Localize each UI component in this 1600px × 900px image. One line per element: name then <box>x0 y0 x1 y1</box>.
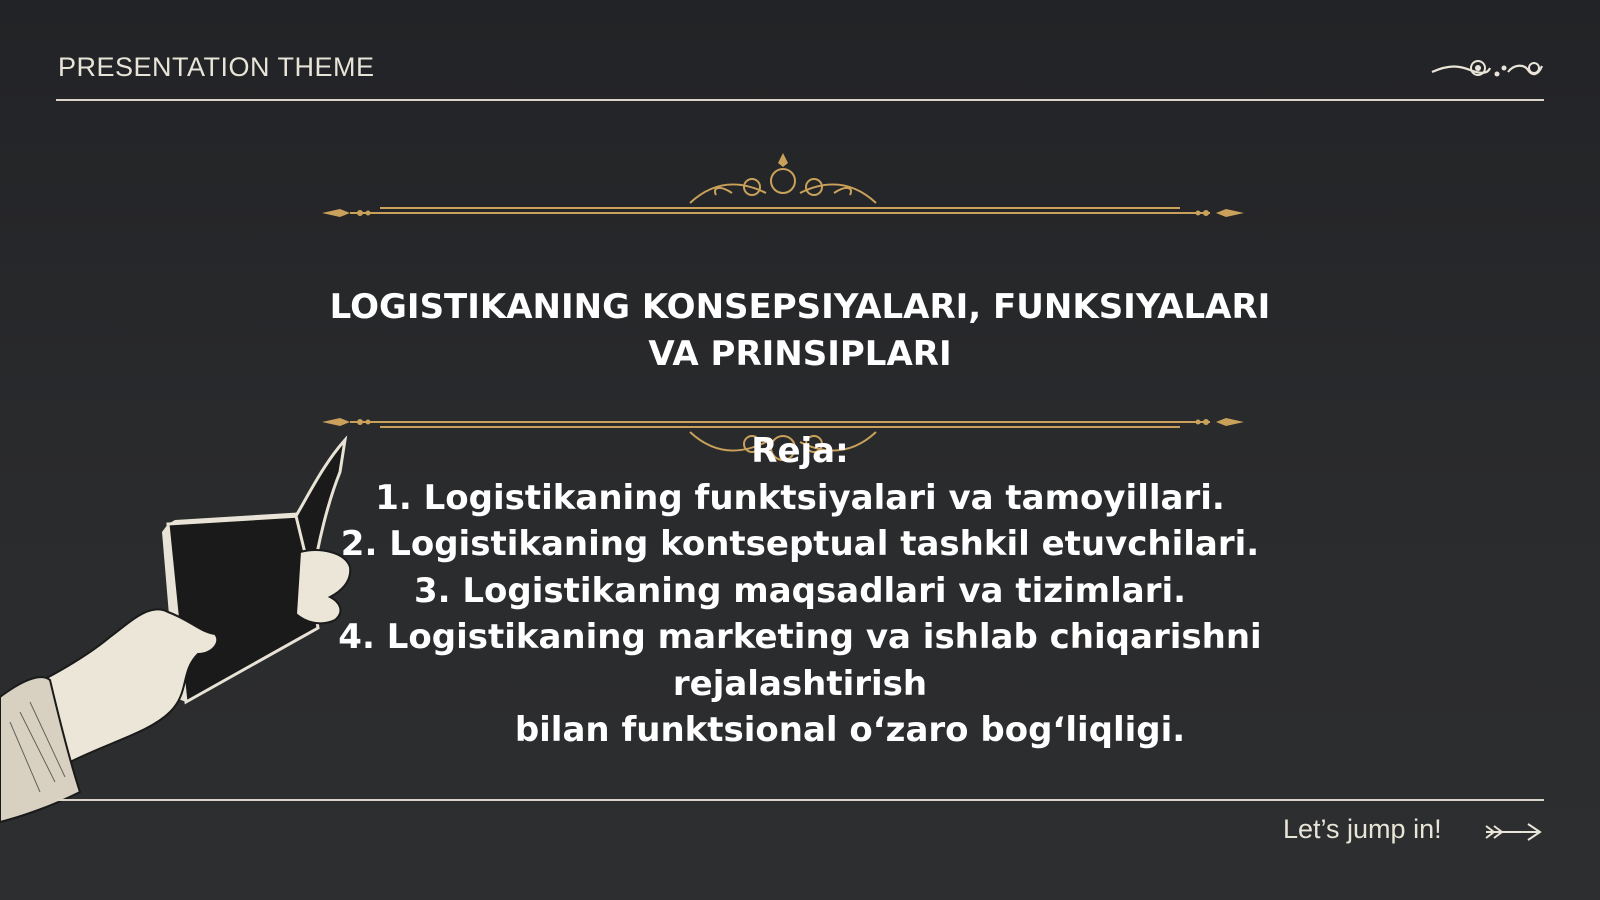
agenda-item: 3. Logistikaning maqsadlari va tizimlari. <box>413 570 1187 611</box>
agenda-item-continuation: rejalashtirish <box>672 663 928 704</box>
ornament-divider-top <box>320 145 1246 225</box>
header-title: PRESENTATION THEME <box>58 52 375 82</box>
footer-rule <box>56 799 1544 801</box>
slide-title <box>250 284 1350 378</box>
flourish-icon <box>1430 52 1545 86</box>
agenda-heading: Reja: <box>751 431 849 471</box>
footer-link-text[interactable]: Let’s jump in! <box>1283 814 1442 844</box>
agenda-item-continuation: bilan funktsional o‘zaro bog‘liqligi. <box>514 710 1186 750</box>
agenda-item: 1. Logistikaning funktsiyalari va tamoyillari. <box>375 477 1225 518</box>
agenda-item: 4. Logistikaning marketing va ishlab chiqarishni <box>338 617 1262 657</box>
agenda-item: 2. Logistikaning kontseptual tashkil etuvchilari. <box>340 524 1260 564</box>
arrow-right-icon[interactable] <box>1484 820 1544 844</box>
slide-title-line1: LOGISTIKANING KONSEPSIYALARI, FUNKSIYALARI <box>329 287 1271 327</box>
slide-title-line2: VA PRINSIPLARI <box>648 334 952 374</box>
header-rule <box>56 99 1544 101</box>
agenda <box>250 428 1350 754</box>
